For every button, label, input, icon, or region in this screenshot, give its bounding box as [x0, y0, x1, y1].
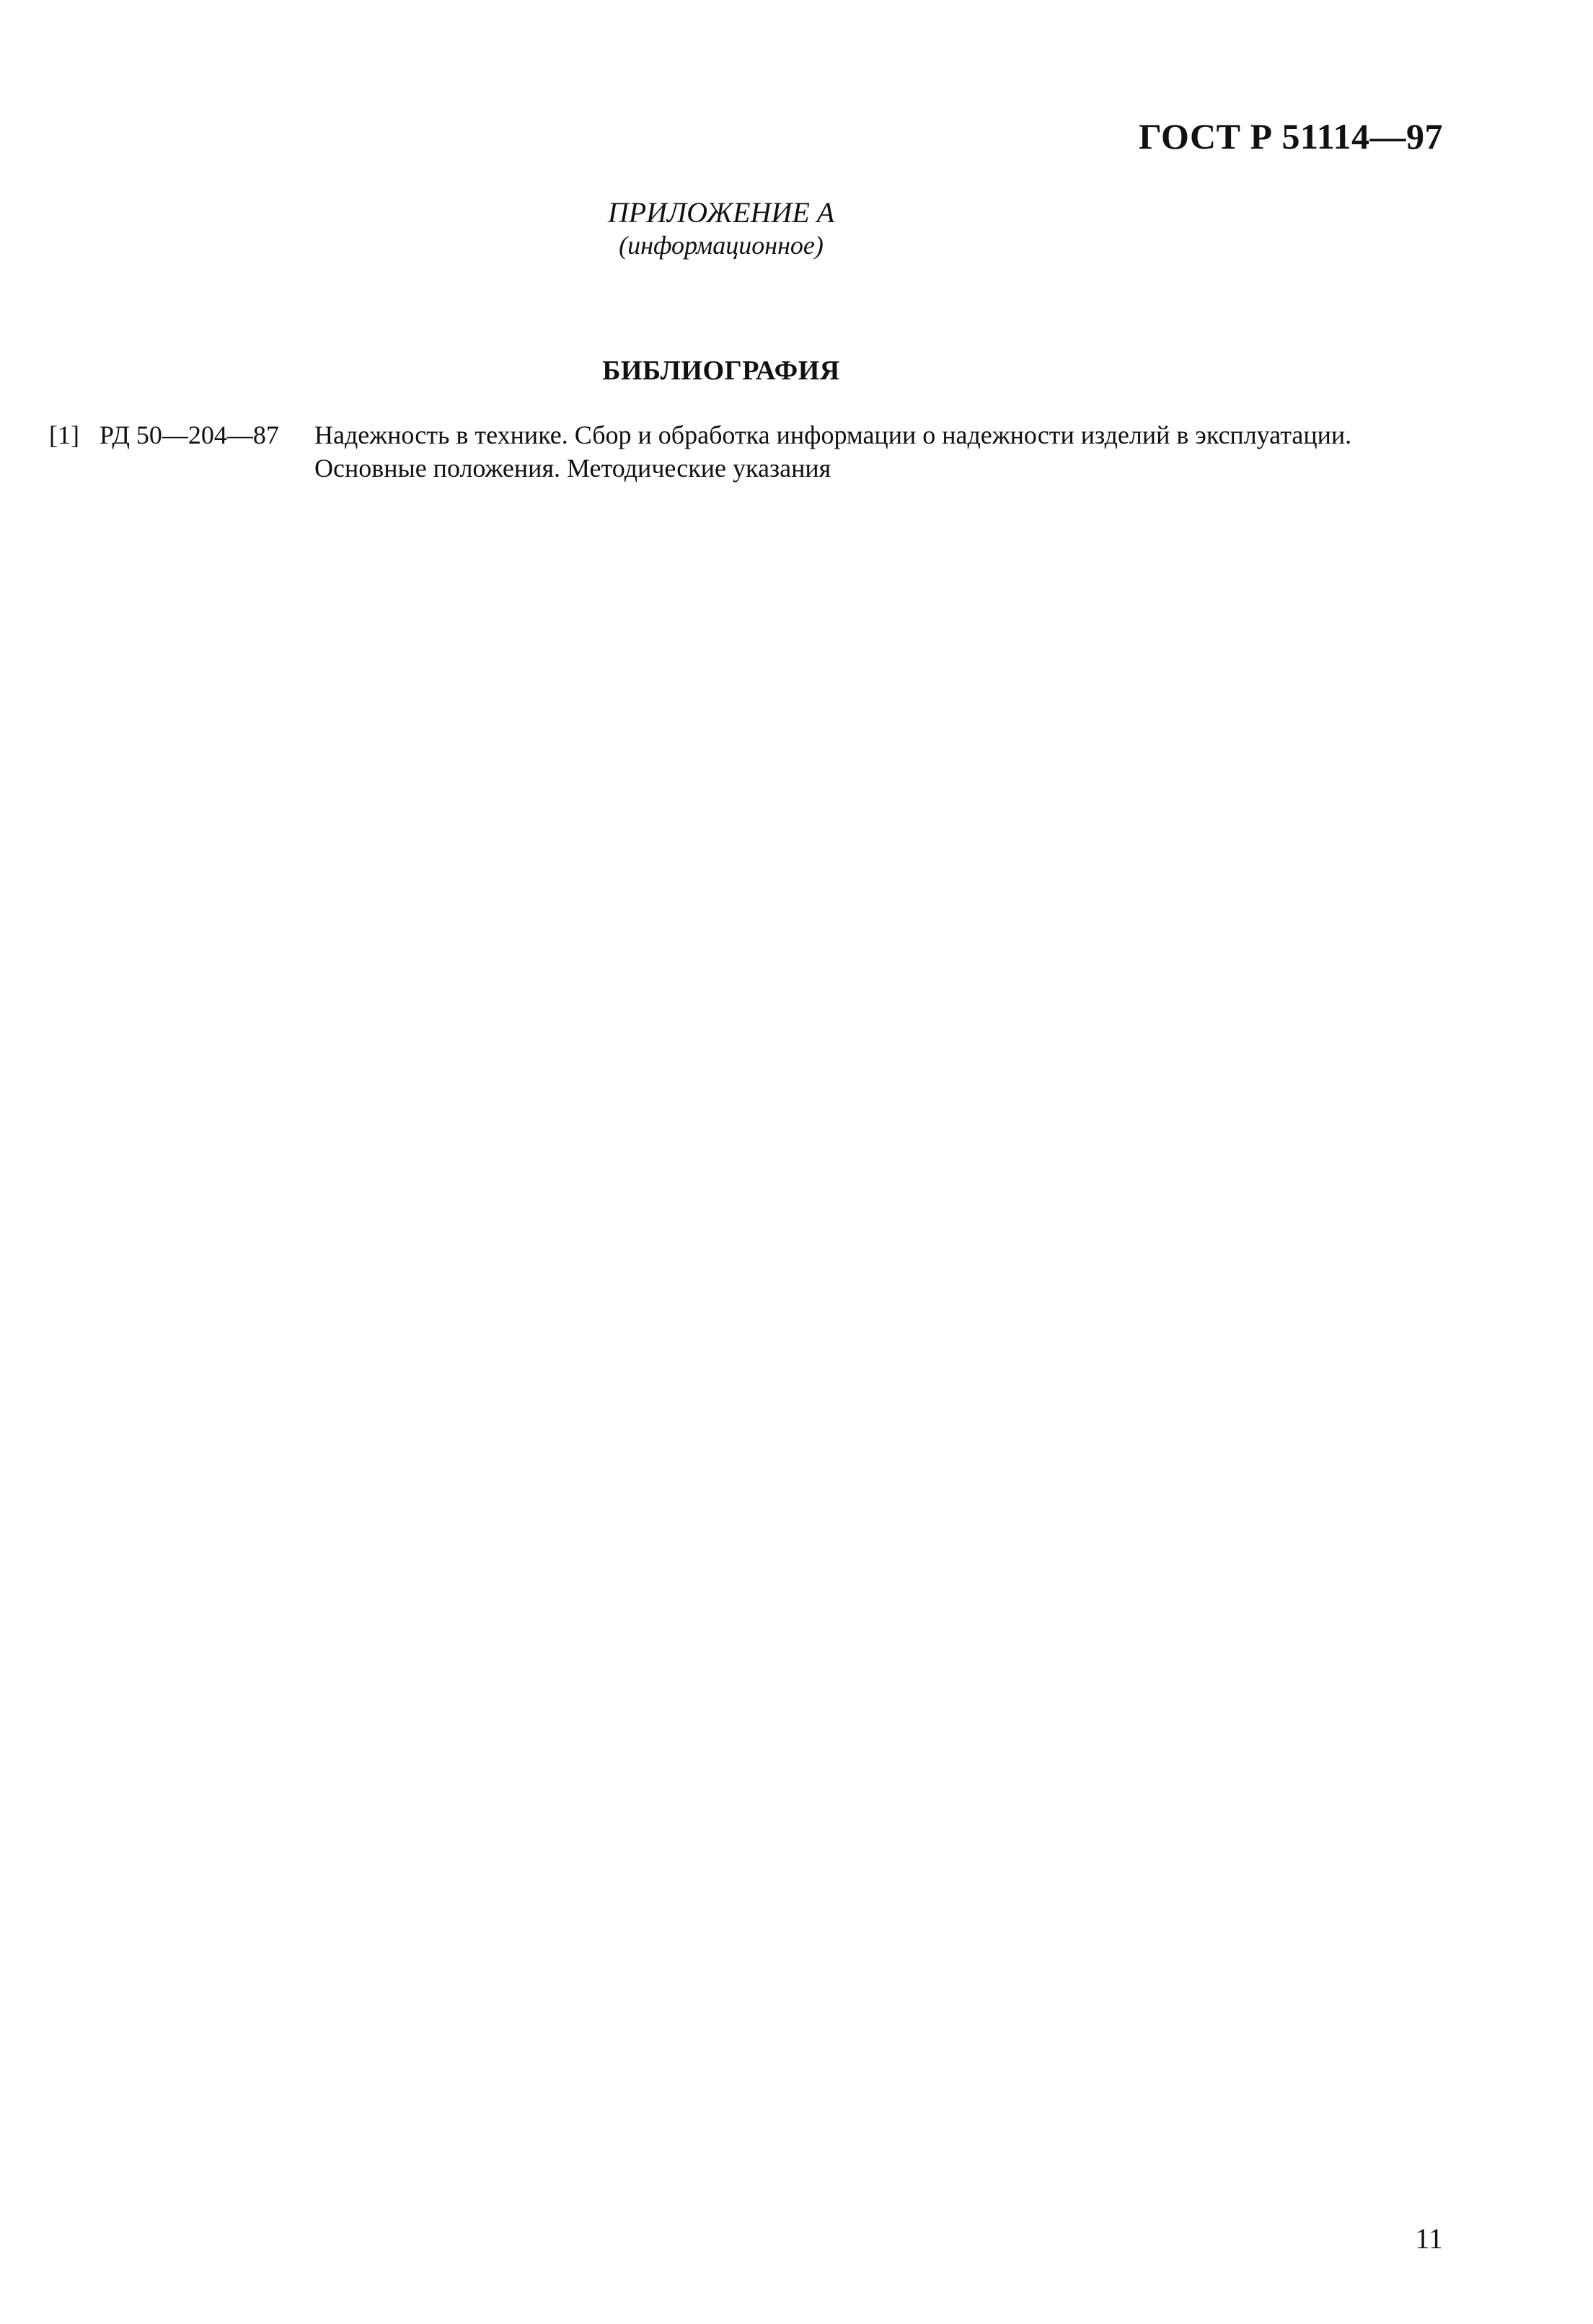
bibliography-list: [49, 418, 1419, 485]
bibliography-entry-reference: РД 50—204—87: [100, 421, 279, 449]
bibliography-entry: [49, 418, 1419, 485]
document-code: ГОСТ Р 51114—97: [1138, 116, 1443, 157]
bibliography-entry-number: [1]: [49, 421, 79, 449]
appendix-heading: [0, 196, 1442, 261]
appendix-subtitle: (информационное): [619, 231, 824, 260]
bibliography-entry-text: Надежность в технике. Сбор и обработка информации о надежности изделий в эксплуатации. Основные положения. Методические указания: [314, 421, 1352, 483]
page-number: 11: [1415, 2222, 1443, 2255]
appendix-title: ПРИЛОЖЕНИЕ А: [607, 196, 835, 229]
section-title: БИБЛИОГРАФИЯ: [602, 356, 840, 386]
